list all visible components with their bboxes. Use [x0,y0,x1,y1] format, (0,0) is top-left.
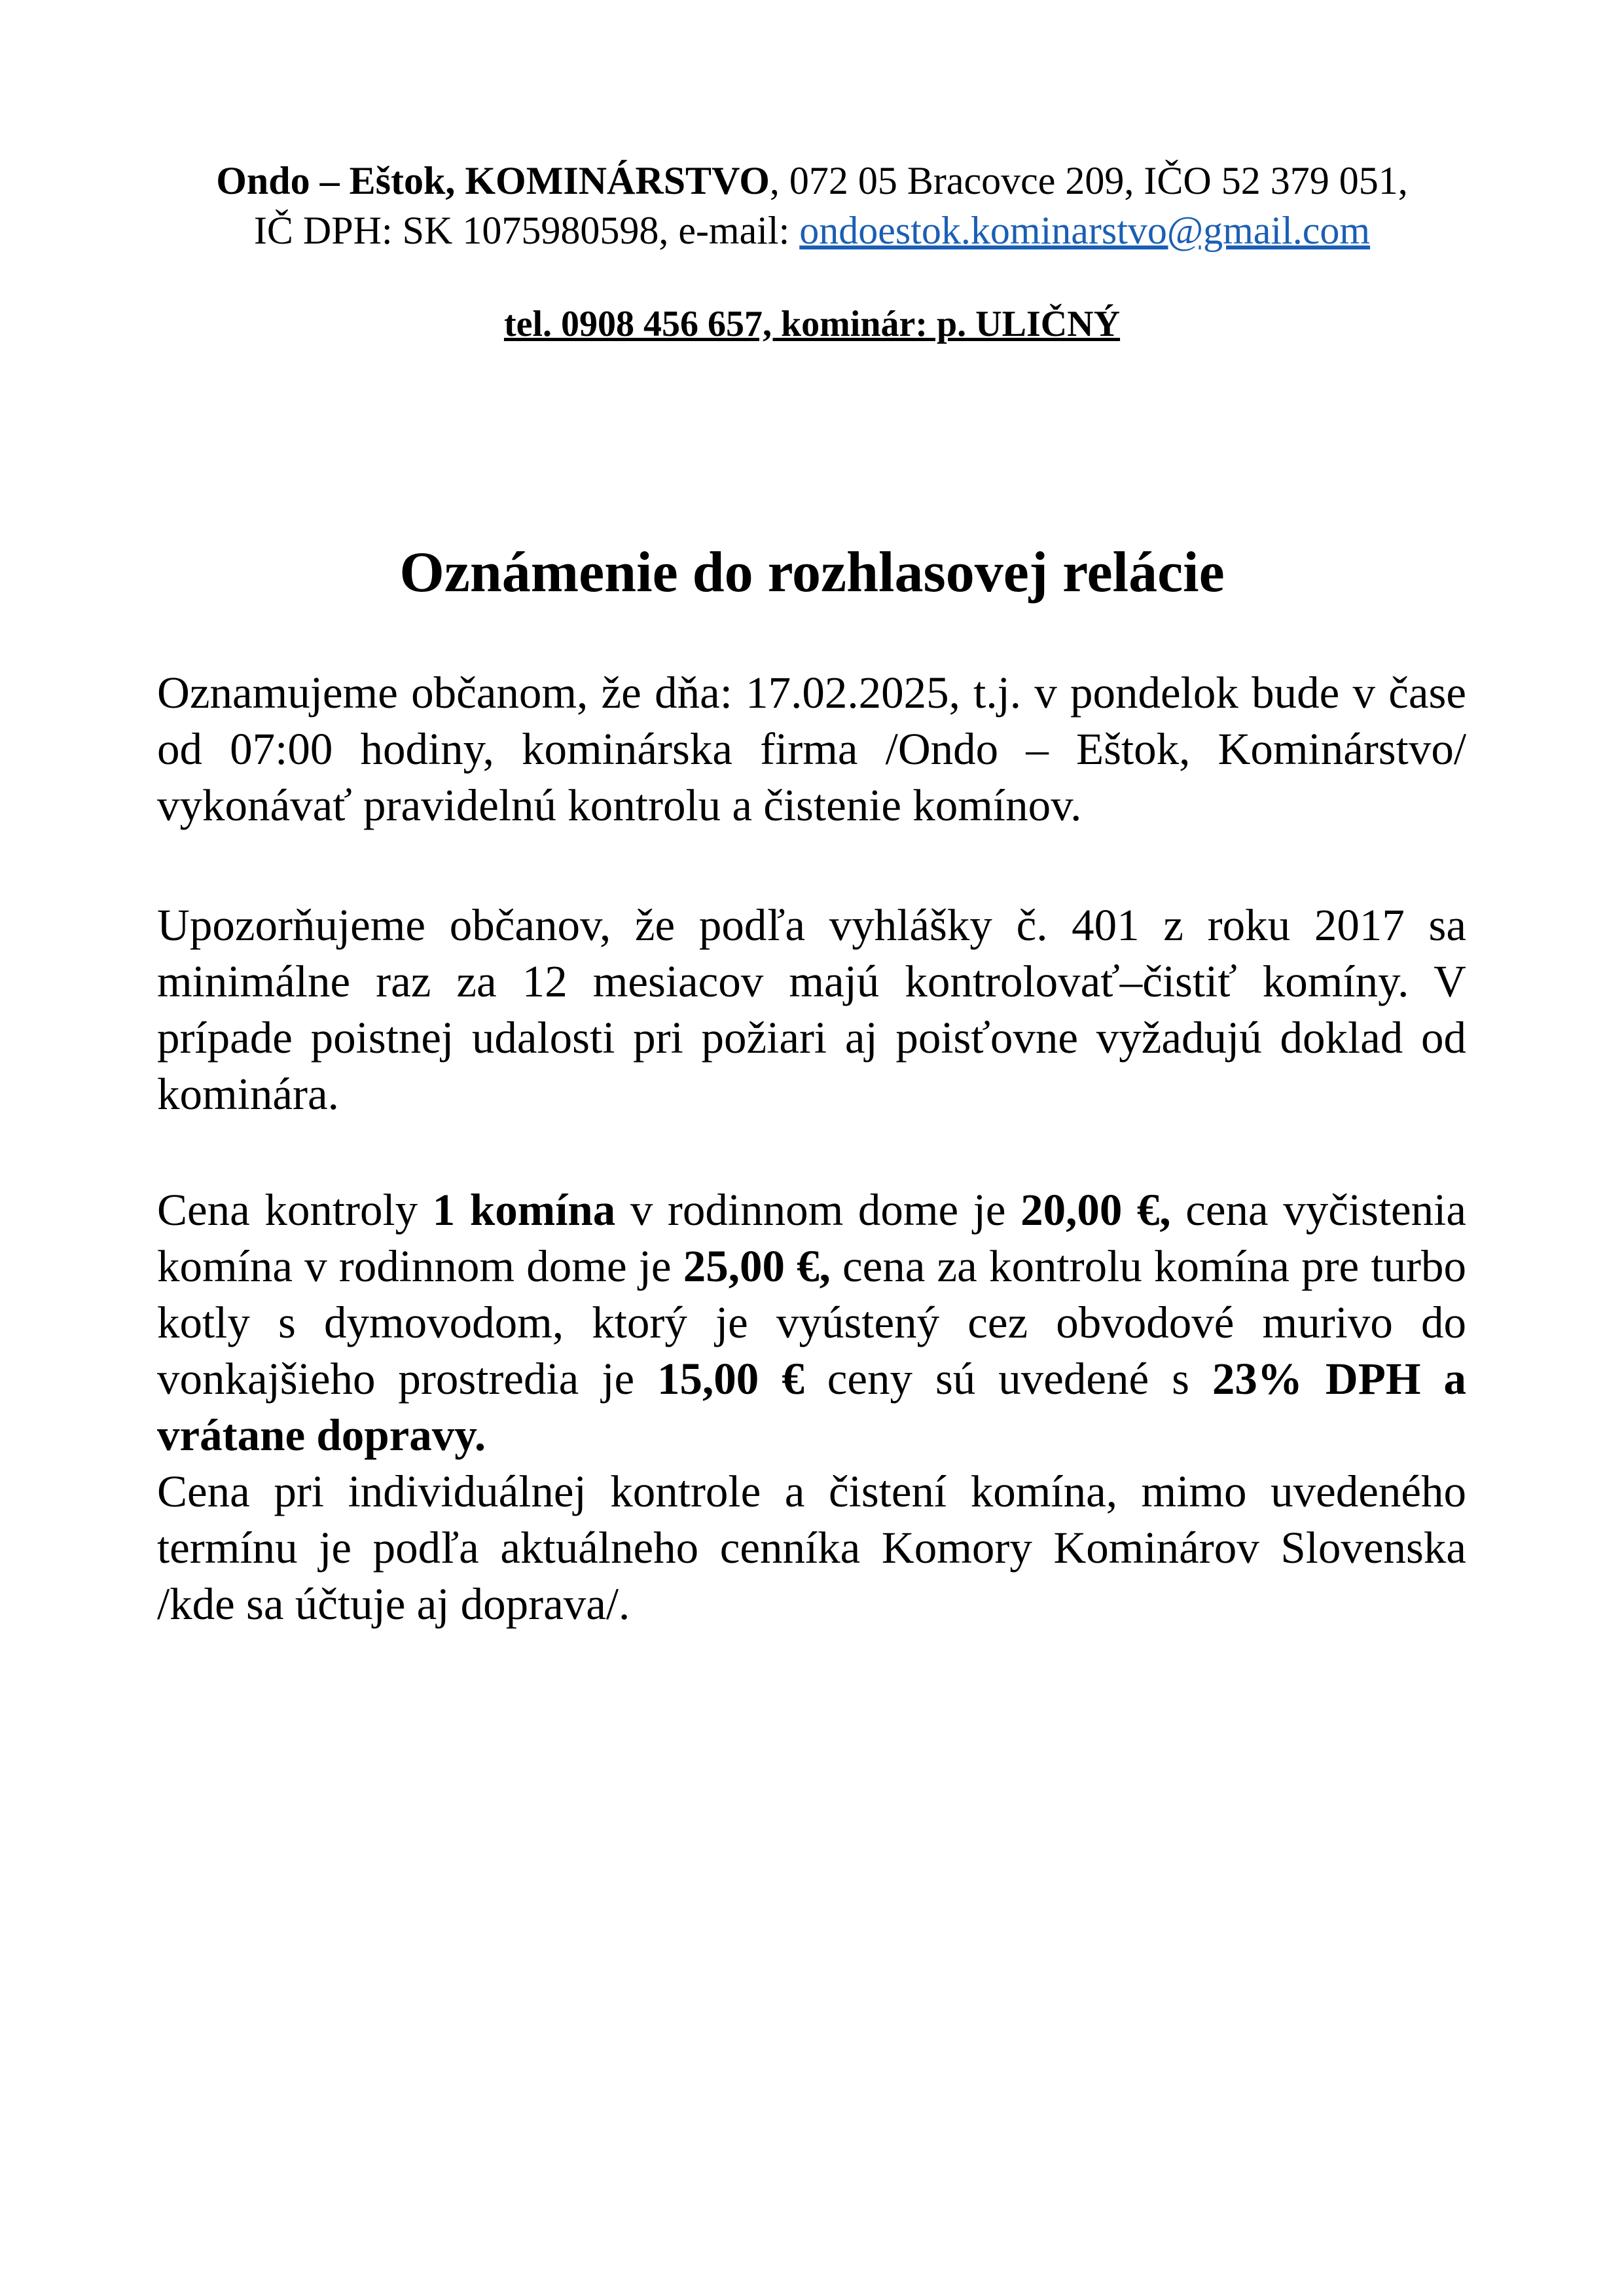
price-inspection: 20,00 €, [1020,1185,1171,1235]
paragraph-regulation: Upozorňujeme občanov, že podľa vyhlášky č. 401 z roku 2017 sa minimálne raz za 12 mesiacov majú kontrolovať–čistiť komíny. V prípade poistnej udalosti pri požiari aj poisťovne vyžadujú doklad od kominára. [157,900,1466,1119]
price-text: cena vyčistenia komína v rodinnom dome je [157,1185,1466,1291]
vat-and-email-label: IČ DPH: SK 1075980598, e-mail: [253,209,800,252]
price-turbo: 15,00 € [657,1354,804,1404]
price-emphasis: 1 komína [432,1185,616,1235]
price-text: Cena kontroly [157,1185,433,1235]
price-vat-note: 23% DPH a vrátane dopravy. [157,1354,1466,1460]
paragraph-announcement: Oznamujeme občanom, že dňa: 17.02.2025, t.j. v pondelok bude v čase od 07:00 hodiny, kominárska firma /Ondo – Eštok, Kominárstvo/ vykonávať pravidelnú kontrolu a čistenie komínov. [157,668,1466,830]
paragraph-individual-pricing: Cena pri individuálnej kontrole a čistení komína, mimo uvedeného termínu je podľa aktuálneho cenníka Komory Kominárov Slovenska /kde sa účtuje aj doprava/. [157,1467,1466,1629]
company-line-2 [0,206,1624,255]
document-title: Oznámenie do rozhlasovej relácie [399,541,1225,604]
email-link[interactable]: ondoestok.kominarstvo@gmail.com [799,209,1371,252]
paragraph-prices [157,1182,1466,1463]
price-text: v rodinnom dome je [615,1185,1021,1235]
price-cleaning: 25,00 €, [683,1241,831,1291]
company-line-1 [0,156,1624,206]
company-name: Ondo – Eštok, KOMINÁRSTVO [216,159,770,202]
price-text: ceny sú uvedené s [804,1354,1212,1404]
phone-line: tel. 0908 456 657, kominár: p. ULIČNÝ [503,304,1121,344]
company-header [0,156,1624,255]
price-text: cena za kontrolu komína pre turbo kotly s dymovodom, ktorý je vyústený cez obvodové murivo do vonkajšieho prostredia je [157,1241,1466,1404]
company-address: , 072 05 Bracovce 209, IČO 52 379 051, [769,159,1408,202]
